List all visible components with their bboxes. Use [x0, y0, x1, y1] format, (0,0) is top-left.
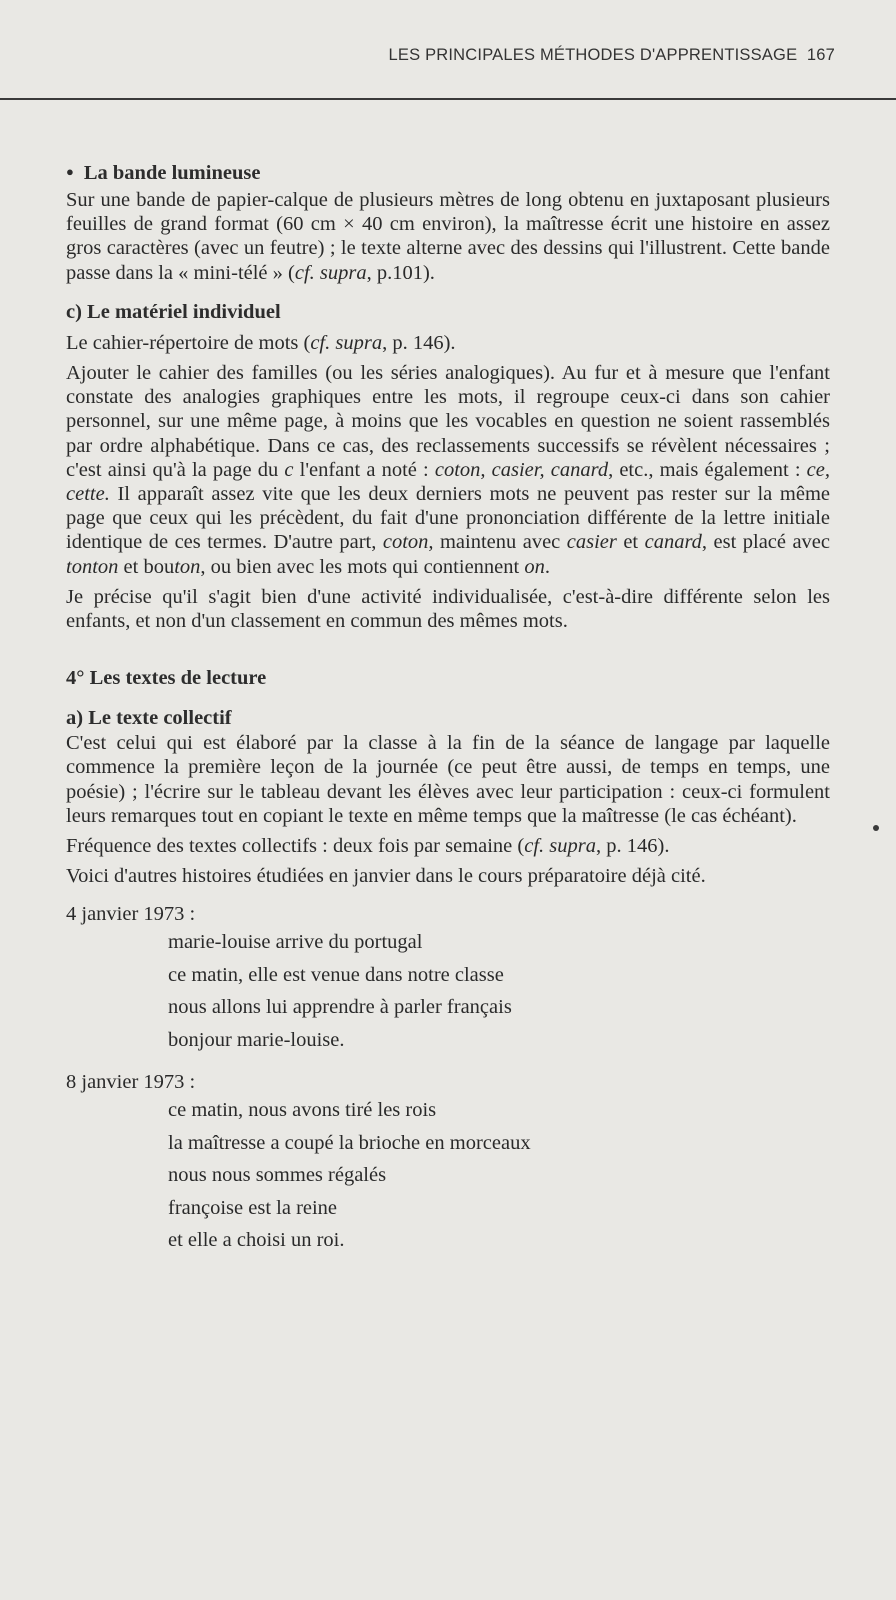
poem-line: bonjour marie-louise. [168, 1028, 345, 1051]
paragraph-cahier-familles: Ajouter le cahier des familles (ou les séries analogiques). Au fur et à mesure que l'enfant constate des analogies graphiques entre les mots, il regroupe ceux-ci dans son cahier personnel, sur une même page, à moins que les vocables en question ne soient rassemblés par ordre alphabétique. Dans ce cas, des reclassements successifs se révèlent nécessaires ; c'est ainsi qu'à la page du c l'enfant a noté : coton, casier, canard, etc., mais également : ce, cette. Il apparaît assez vite que les deux derniers mots ne peuvent pas rester sur la même page que ceux qui les précèdent, du fait d'une prononciation différente de la lettre initiale identique de ces termes. D'autre part, coton, maintenu avec casier et canard, est placé avec tonton et bouton, ou bien avec les mots qui contiennent on. [66, 362, 831, 578]
poem-date-1: 4 janvier 1973 : [66, 903, 196, 926]
poem-line: ce matin, elle est venue dans notre classe [168, 963, 504, 986]
paragraph-texte-collectif: C'est celui qui est élaboré par la classe à la fin de la séance de langage par laquelle commence la première leçon de la journée (ce peut être aussi, de temps en temps, une poésie) ; l'écrire sur le tableau devant les élèves avec leur participation : ceux-ci formulent leurs remarques tout en copiant le texte en même temps que la maîtresse (le cas échéant). [66, 732, 830, 827]
poem-2 [168, 1094, 830, 1257]
poem-line: la maîtresse a coupé la brioche en morceaux [168, 1131, 531, 1154]
paragraph-bande: Sur une bande de papier-calque de plusieurs mètres de long obtenu en juxtaposant plusieurs feuilles de grand format (60 cm × 40 cm environ), la maîtresse écrit une histoire en assez gros caractères (avec un feutre) ; le texte alterne avec des dessins qui l'illustrent. Cette bande passe dans la « mini-télé » (cf. supra, p.101). [66, 189, 830, 284]
poem-line: et elle a choisi un roi. [168, 1229, 345, 1252]
header-title: LES PRINCIPALES MÉTHODES D'APPRENTISSAGE [388, 46, 798, 64]
heading-textes-de-lecture: 4° Les textes de lecture [66, 667, 267, 690]
header-rule [0, 98, 896, 100]
poem-line: marie-louise arrive du portugal [168, 931, 423, 954]
heading-bande-lumineuse: ● La bande lumineuse [66, 160, 830, 188]
page-body [66, 160, 830, 1257]
paragraph-frequence: Fréquence des textes collectifs : deux fois par semaine (cf. supra, p. 146). [66, 835, 670, 858]
running-header [0, 46, 835, 65]
poem-1 [168, 926, 830, 1056]
heading-texte-collectif: a) Le texte collectif [66, 707, 232, 730]
poem-date-2: 8 janvier 1973 : [66, 1071, 196, 1094]
poem-line: françoise est la reine [168, 1196, 338, 1219]
margin-speck [873, 825, 879, 831]
heading-materiel-individuel: c) Le matériel individuel [66, 300, 281, 323]
poem-line: nous allons lui apprendre à parler français [168, 996, 512, 1019]
poem-line: nous nous sommes régalés [168, 1164, 387, 1187]
poem-line: ce matin, nous avons tiré les rois [168, 1099, 437, 1122]
paragraph-activite-individualisee: Je précise qu'il s'agit bien d'une activité individualisée, c'est-à-dire différente selon les enfants, et non d'un classement en commun des mêmes mots. [66, 585, 830, 633]
paragraph-cahier-repertoire: Le cahier-répertoire de mots (cf. supra, p. 146). [66, 331, 456, 354]
page-number: 167 [806, 46, 835, 64]
paragraph-histoires: Voici d'autres histoires étudiées en janvier dans le cours préparatoire déjà cité. [66, 865, 706, 888]
